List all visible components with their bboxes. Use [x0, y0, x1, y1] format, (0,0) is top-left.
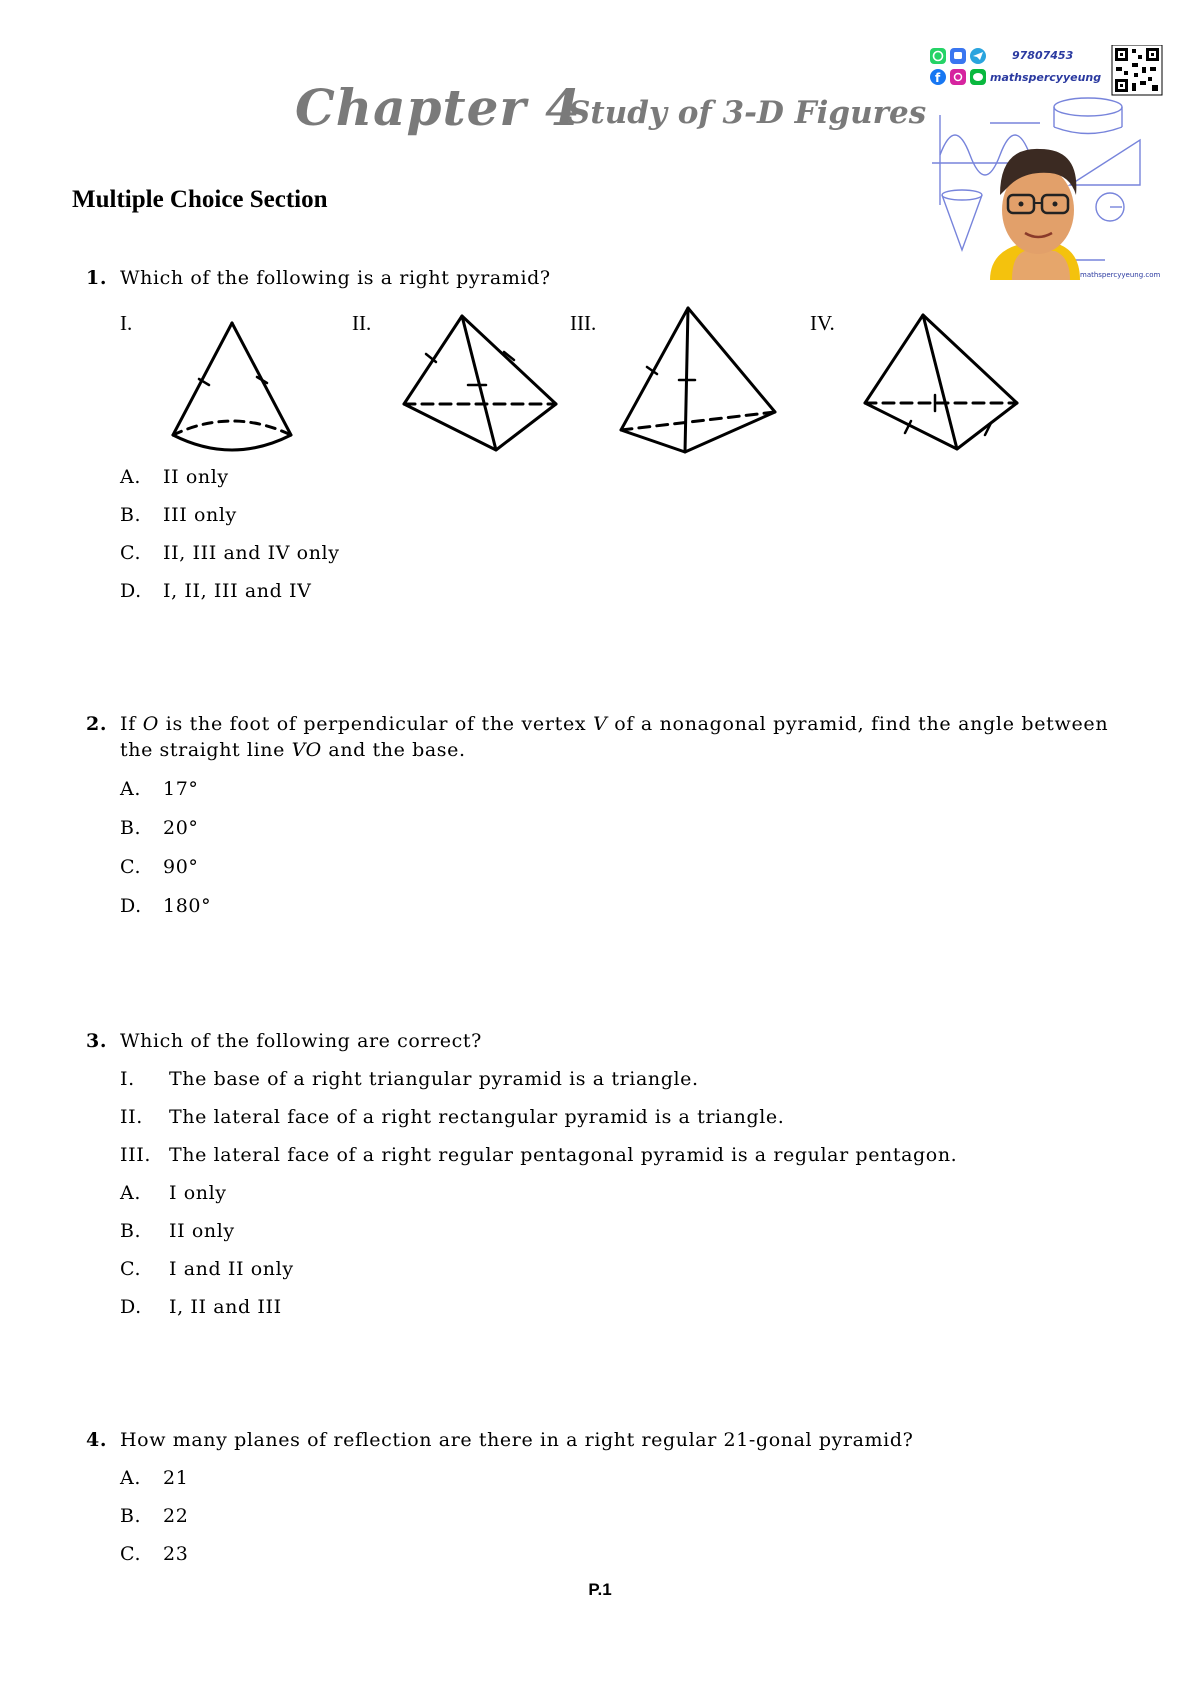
q2-option-c[interactable]: 90°	[163, 856, 199, 878]
q2-option-a[interactable]: 17°	[163, 778, 199, 800]
q1-option-a[interactable]: II only	[163, 466, 229, 488]
question-2-text-line2	[120, 739, 466, 761]
figure-ii-pyramid	[400, 312, 560, 457]
question-4-number: 4.	[86, 1429, 108, 1451]
website-url: mathspercyyeung.com	[1080, 271, 1161, 279]
question-3-number: 3.	[86, 1030, 108, 1052]
social-handle: mathspercyyeung	[990, 71, 1102, 84]
q4-option-c-letter: C.	[120, 1543, 142, 1565]
telegram-icon	[970, 48, 986, 64]
avatar	[990, 149, 1080, 280]
q2-point-v: V	[593, 713, 608, 735]
q4-option-a-letter: A.	[120, 1467, 141, 1489]
q3-statement-i-label: I.	[120, 1068, 135, 1090]
q3-option-b-letter: B.	[120, 1220, 142, 1242]
q2-option-b[interactable]: 20°	[163, 817, 199, 839]
figure-label-i: I.	[120, 311, 133, 335]
q1-option-d-letter: D.	[120, 580, 142, 602]
q2-option-b-letter: B.	[120, 817, 142, 839]
instagram-icon	[950, 69, 966, 85]
question-1-number: 1.	[86, 267, 108, 289]
q3-option-a-letter: A.	[120, 1182, 141, 1204]
page-number: P.1	[588, 1580, 612, 1599]
q4-option-a[interactable]: 21	[163, 1467, 189, 1489]
q3-option-a[interactable]: I only	[169, 1182, 227, 1204]
q2-text-part: of a nonagonal pyramid, find the angle between	[607, 713, 1109, 735]
q4-option-b[interactable]: 22	[163, 1505, 189, 1527]
q2-text-part: is the foot of perpendicular of the vertex	[158, 713, 594, 735]
figure-label-iv: IV.	[810, 311, 835, 335]
question-1-text: Which of the following is a right pyramid?	[120, 267, 551, 289]
chapter-subtitle: Study of 3-D Figures	[568, 95, 927, 131]
signal-icon	[950, 48, 966, 64]
whatsapp-icon	[930, 48, 946, 64]
section-title: Multiple Choice Section	[72, 186, 328, 213]
q2-point-o: O	[142, 713, 159, 735]
q2-option-a-letter: A.	[120, 778, 141, 800]
question-2-text-line1	[120, 713, 1108, 735]
wechat-icon	[970, 69, 986, 85]
q3-statement-i: The base of a right triangular pyramid is a triangle.	[169, 1068, 699, 1090]
q2-option-d[interactable]: 180°	[163, 895, 212, 917]
q1-option-d[interactable]: I, II, III and IV	[163, 580, 312, 602]
facebook-icon	[930, 69, 946, 85]
q3-option-d[interactable]: I, II and III	[169, 1296, 282, 1318]
q1-option-a-letter: A.	[120, 466, 141, 488]
author-branding	[930, 45, 1165, 280]
q2-line-vo: VO	[291, 739, 322, 761]
figure-label-ii: II.	[352, 311, 372, 335]
qr-code-icon	[1112, 45, 1162, 95]
chapter-title: Chapter 4	[295, 78, 581, 137]
figure-i-cone	[165, 315, 295, 455]
q2-text-part: and the base.	[321, 739, 466, 761]
q1-option-c-letter: C.	[120, 542, 142, 564]
q3-statement-iii: The lateral face of a right regular pentagonal pyramid is a regular pentagon.	[169, 1144, 958, 1166]
question-3-text: Which of the following are correct?	[120, 1030, 482, 1052]
q3-statement-iii-label: III.	[120, 1144, 151, 1166]
figure-iii-pyramid	[617, 304, 779, 459]
phone-number: 97807453	[1012, 49, 1074, 62]
q2-text-part: If	[120, 713, 143, 735]
q2-option-c-letter: C.	[120, 856, 142, 878]
q3-option-c[interactable]: I and II only	[169, 1258, 294, 1280]
q3-option-d-letter: D.	[120, 1296, 142, 1318]
question-4-text: How many planes of reflection are there in a right regular 21-gonal pyramid?	[120, 1429, 914, 1451]
q2-text-part: the straight line	[120, 739, 292, 761]
question-2-number: 2.	[86, 713, 108, 735]
q1-option-b-letter: B.	[120, 504, 142, 526]
q3-statement-ii: The lateral face of a right rectangular pyramid is a triangle.	[169, 1106, 785, 1128]
figure-label-iii: III.	[570, 311, 597, 335]
q4-option-c[interactable]: 23	[163, 1543, 189, 1565]
figure-iv-pyramid	[861, 311, 1021, 456]
q3-option-c-letter: C.	[120, 1258, 142, 1280]
q4-option-b-letter: B.	[120, 1505, 142, 1527]
q1-option-b[interactable]: III only	[163, 504, 237, 526]
q3-option-b[interactable]: II only	[169, 1220, 235, 1242]
q1-option-c[interactable]: II, III and IV only	[163, 542, 340, 564]
svg-text:f: f	[935, 71, 941, 85]
q2-option-d-letter: D.	[120, 895, 142, 917]
q3-statement-ii-label: II.	[120, 1106, 143, 1128]
